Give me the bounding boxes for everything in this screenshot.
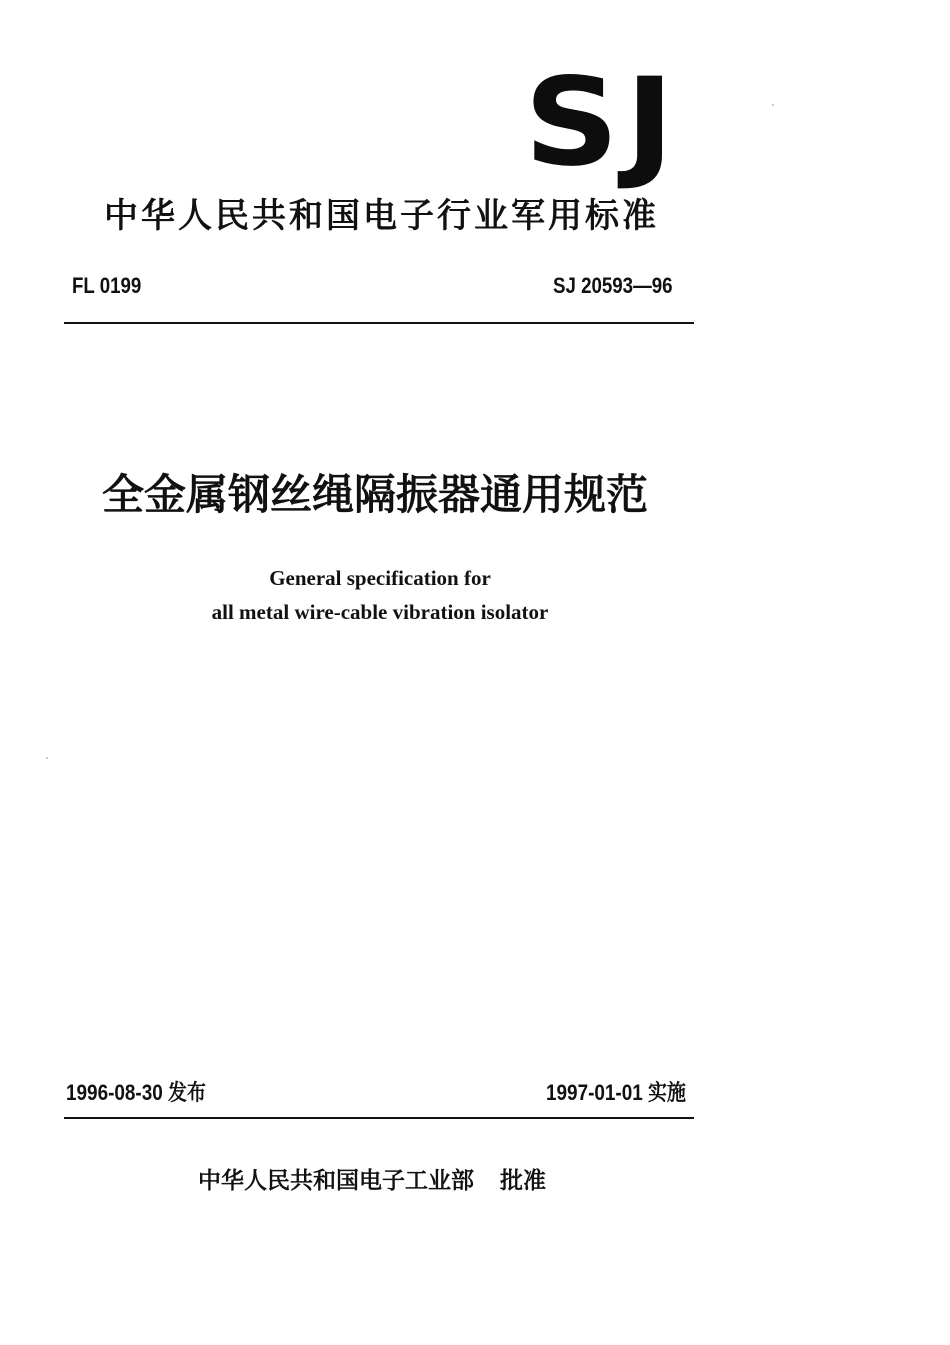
issue-date: 1996-08-30 发布 <box>66 1080 206 1105</box>
document-title-english-line2: all metal wire-cable vibration isolator <box>211 600 549 624</box>
document-title-chinese: 全金属钢丝绳隔振器通用规范 <box>102 470 649 519</box>
scan-speck <box>772 104 774 106</box>
approval-line <box>198 1166 546 1196</box>
effective-date: 1997-01-01 实施 <box>546 1080 686 1105</box>
approving-authority: 中华人民共和国电子工业部 <box>198 1168 474 1194</box>
scan-speck <box>46 757 48 759</box>
approval-word: 批准 <box>500 1168 546 1194</box>
document-title-english-line1: General specification for <box>269 566 491 590</box>
classification-code: FL 0199 <box>72 273 142 298</box>
footer-divider <box>64 1117 694 1119</box>
header-divider <box>64 322 694 324</box>
standard-number: SJ 20593—96 <box>553 273 673 298</box>
sj-logo: SJ <box>524 51 681 194</box>
standard-category: 中华人民共和国电子行业军用标准 <box>104 196 659 236</box>
